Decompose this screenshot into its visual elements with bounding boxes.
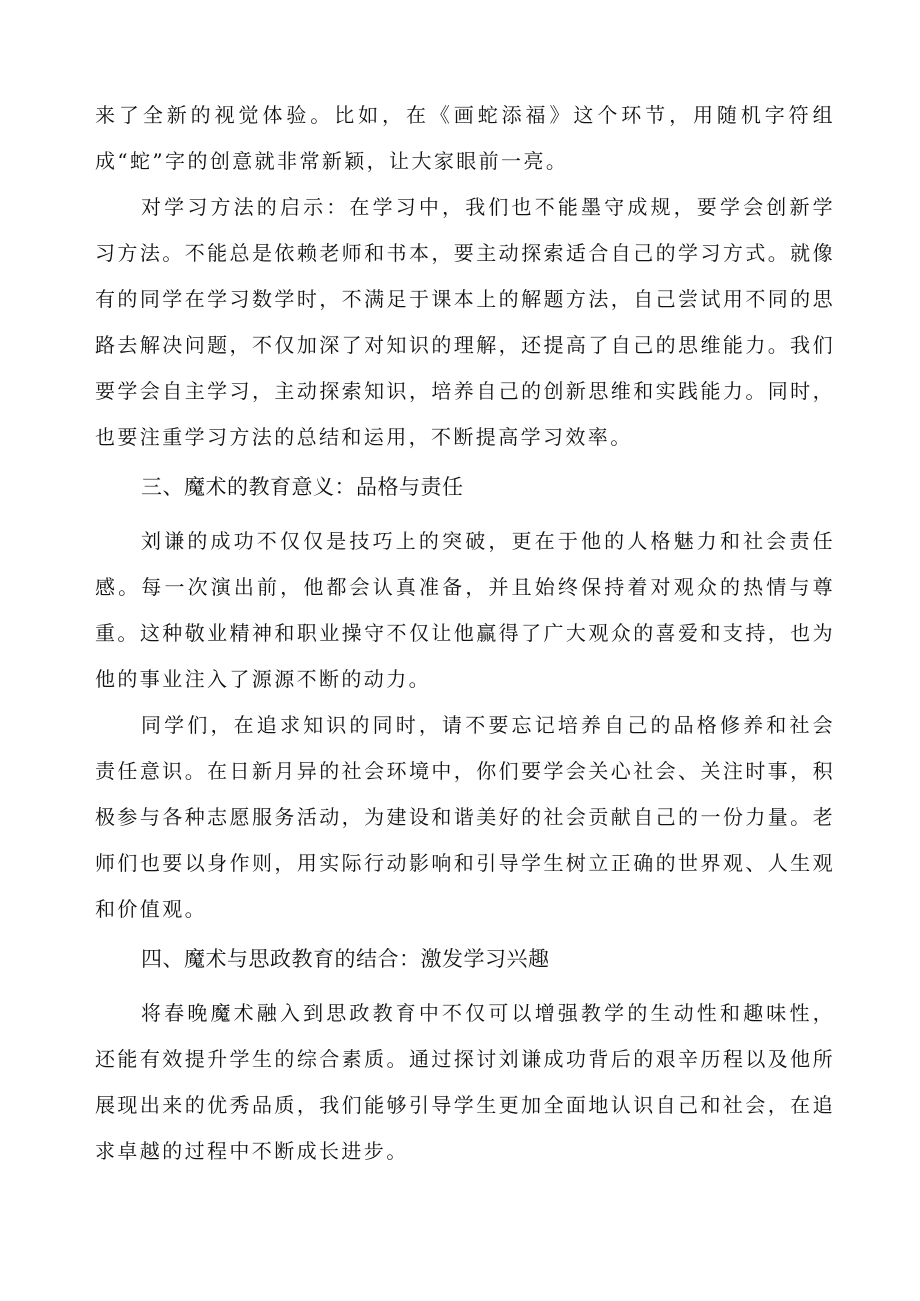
- paragraph-students-character: 同学们，在追求知识的同时，请不要忘记培养自己的品格修养和社会责任意识。在日新月异的社会环境中，你们要学会关心社会、关注时事，积极参与各种志愿服务活动，为建设和谐美好的社会贡献自己的一份力量。老师们也要以身作则，用实际行动影响和引导学生树立正确的世界观、人生观和价值观。: [95, 713, 835, 921]
- section-heading-three: 三、魔术的教育意义：品格与责任: [141, 475, 464, 499]
- paragraph-continued: 来了全新的视觉体验。比如，在《画蛇添福》这个环节，用随机字符组成“蛇”字的创意就非常新颖，让大家眼前一亮。: [95, 103, 835, 173]
- section-heading-four: 四、魔术与思政教育的结合：激发学习兴趣: [141, 947, 550, 971]
- paragraph-liu-qian-success: 刘谦的成功不仅仅是技巧上的突破，更在于他的人格魅力和社会责任感。每一次演出前，他都会认真准备，并且始终保持着对观众的热情与尊重。这种敬业精神和职业操守不仅让他赢得了广大观众的喜爱和支持，也为他的事业注入了源源不断的动力。: [95, 529, 835, 691]
- document-body: [95, 92, 835, 1174]
- paragraph-learning-methods: 对学习方法的启示：在学习中，我们也不能墨守成规，要学会创新学习方法。不能总是依赖老师和书本，要主动探索适合自己的学习方式。就像有的同学在学习数学时，不满足于课本上的解题方法，自己尝试用不同的思路去解决问题，不仅加深了对知识的理解，还提高了自己的思维能力。我们要学会自主学习，主动探索知识，培养自己的创新思维和实践能力。同时，也要注重学习方法的总结和运用，不断提高学习效率。: [95, 195, 835, 449]
- paragraph-magic-education: 将春晚魔术融入到思政教育中不仅可以增强教学的生动性和趣味性，还能有效提升学生的综合素质。通过探讨刘谦成功背后的艰辛历程以及他所展现出来的优秀品质，我们能够引导学生更加全面地认识自己和社会，在追求卓越的过程中不断成长进步。: [95, 1001, 835, 1163]
